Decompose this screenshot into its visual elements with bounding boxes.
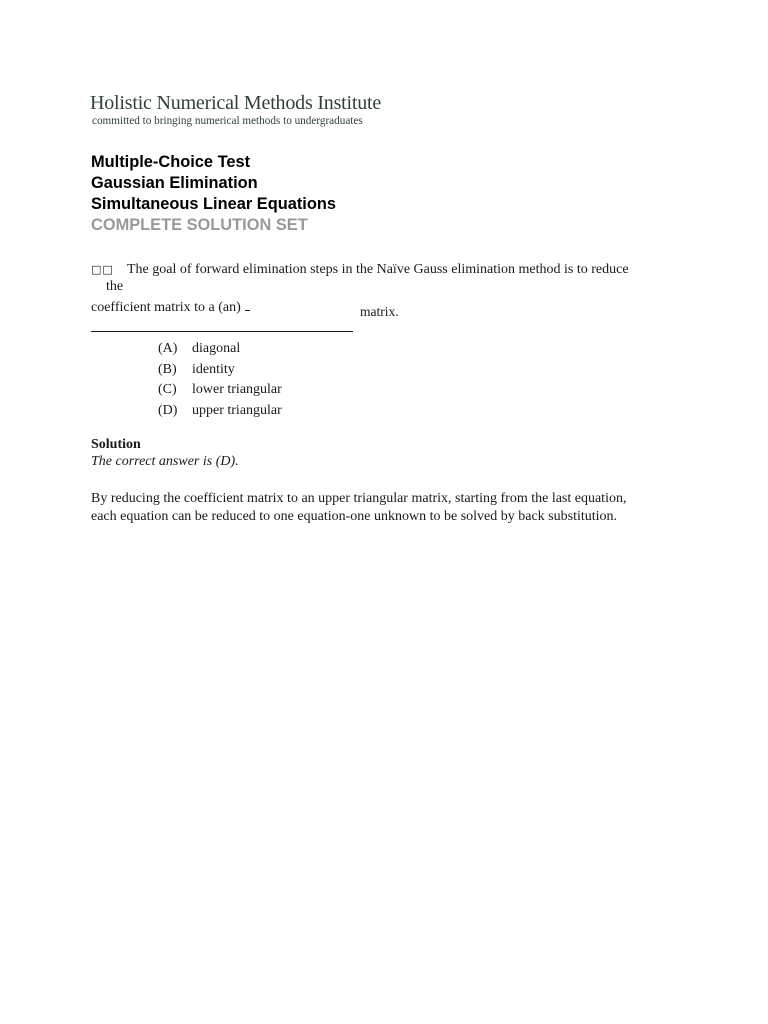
option-letter: (C) [158,382,177,398]
question-text-blank-prefix: coefficient matrix to a (an) [91,300,241,315]
explanation-line-2: each equation can be reduced to one equation-one unknown to be solved by back substitution. [91,508,618,524]
option-letter: (A) [158,341,178,356]
option-d [158,401,282,422]
option-b [158,360,282,381]
logo-title: Holistic Numerical Methods Institute [90,92,382,114]
question-text-line1 [91,261,629,278]
correct-answer: The correct answer is (D). [91,454,239,469]
blank-marker [245,299,250,311]
heading-topic: Gaussian Elimination [91,174,258,192]
document-headings [91,152,336,236]
solution-heading: Solution [91,437,141,452]
solution-section [91,436,239,470]
question-text-continuation: the [106,279,124,294]
institute-logo [90,92,380,128]
logo-tagline: committed to bringing numerical methods to undergraduates [92,115,363,127]
answer-blank-line [91,331,353,332]
question-text-line2 [91,299,250,316]
option-text: lower triangular [192,382,282,398]
heading-subject: Simultaneous Linear Equations [91,195,336,213]
option-text: diagonal [192,341,241,356]
solution-explanation [91,490,691,525]
answer-options [158,339,282,422]
question-number-glyph: □□ [91,263,114,276]
question-text-blank-suffix: matrix. [360,304,399,319]
heading-test-type: Multiple-Choice Test [91,153,251,171]
question-text: The goal of forward elimination steps in the Naïve Gauss elimination method is to reduce [127,262,629,277]
option-letter: (B) [158,361,177,377]
heading-solution-set: COMPLETE SOLUTION SET [91,216,308,234]
option-c [158,380,282,401]
option-letter: (D) [158,403,178,419]
option-text: upper triangular [192,403,282,419]
option-text: identity [192,361,235,377]
option-a [158,339,282,360]
explanation-line-1: By reducing the coefficient matrix to an upper triangular matrix, starting from the last equation, [91,491,627,506]
